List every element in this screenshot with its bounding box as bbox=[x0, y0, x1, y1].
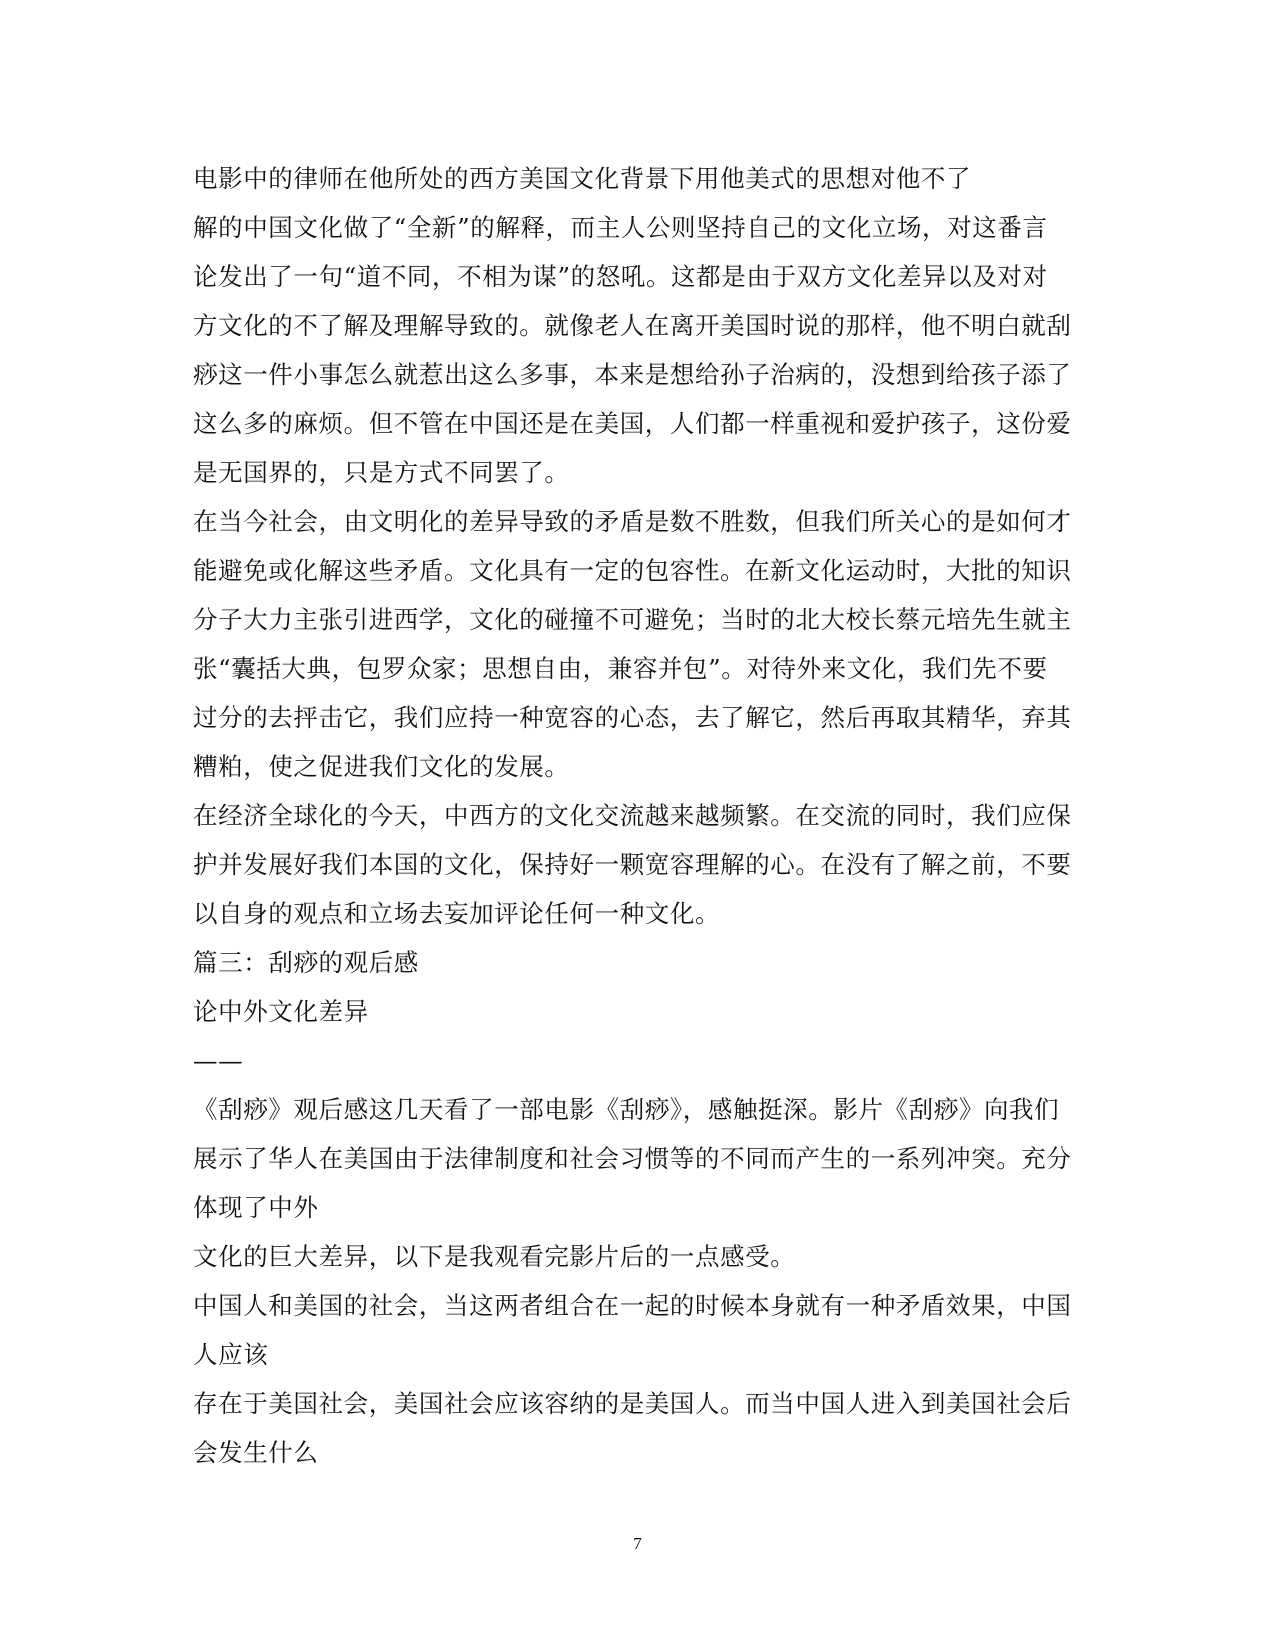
text-line: 中国人和美国的社会，当这两者组合在一起的时候本身就有一种矛盾效果，中国 bbox=[193, 1291, 1072, 1320]
text-line: 张“囊括大典，包罗众家；思想自由，兼容并包”。对待外来文化，我们先不要 bbox=[193, 654, 1048, 683]
text-line: 糟粕，使之促进我们文化的发展。 bbox=[193, 752, 570, 781]
text-line: 分子大力主张引进西学，文化的碰撞不可避免；当时的北大校长蔡元培先生就主 bbox=[193, 605, 1072, 634]
text-line: 论发出了一句“道不同，不相为谋”的怒吼。这都是由于双方文化差异以及对对 bbox=[193, 262, 1048, 291]
text-line: 电影中的律师在他所处的西方美国文化背景下用他美式的思想对他不了 bbox=[193, 164, 972, 193]
text-line: 以自身的观点和立场去妄加评论任何一种文化。 bbox=[193, 899, 721, 928]
text-line: 人应该 bbox=[193, 1340, 269, 1369]
text-line: 体现了中外 bbox=[193, 1193, 319, 1222]
text-line: 过分的去抨击它，我们应持一种宽容的心态，去了解它，然后再取其精华，弃其 bbox=[193, 703, 1072, 732]
text-line: 方文化的不了解及理解导致的。就像老人在离开美国时说的那样，他不明白就刮 bbox=[193, 311, 1072, 340]
text-line: 文化的巨大差异，以下是我观看完影片后的一点感受。 bbox=[193, 1242, 796, 1271]
text-line: 这么多的麻烦。但不管在中国还是在美国，人们都一样重视和爱护孩子，这份爱 bbox=[193, 409, 1072, 438]
text-line: 痧这一件小事怎么就惹出这么多事，本来是想给孙子治病的，没想到给孩子添了 bbox=[193, 360, 1072, 389]
text-line: 能避免或化解这些矛盾。文化具有一定的包容性。在新文化运动时，大批的知识 bbox=[193, 556, 1072, 585]
text-line: 会发生什么 bbox=[193, 1438, 319, 1467]
section-heading: 篇三：刮痧的观后感 bbox=[193, 948, 419, 977]
page-number: 7 bbox=[633, 1534, 642, 1553]
text-line: 解的中国文化做了“全新”的解释，而主人公则坚持自己的文化立场，对这番言 bbox=[193, 213, 1048, 242]
dash-separator: —— bbox=[193, 1046, 244, 1075]
document-body bbox=[193, 154, 1083, 1477]
text-line: 在经济全球化的今天，中西方的文化交流越来越频繁。在交流的同时，我们应保 bbox=[193, 801, 1072, 830]
text-line: 存在于美国社会，美国社会应该容纳的是美国人。而当中国人进入到美国社会后 bbox=[193, 1389, 1072, 1418]
text-line: 是无国界的，只是方式不同罢了。 bbox=[193, 458, 570, 487]
section-subtitle: 论中外文化差异 bbox=[193, 997, 369, 1026]
text-line: 展示了华人在美国由于法律制度和社会习惯等的不同而产生的一系列冲突。充分 bbox=[193, 1144, 1072, 1173]
text-line: 在当今社会，由文明化的差异导致的矛盾是数不胜数，但我们所关心的是如何才 bbox=[193, 507, 1072, 536]
text-line: 护并发展好我们本国的文化，保持好一颗宽容理解的心。在没有了解之前，不要 bbox=[193, 850, 1072, 879]
text-line: 《刮痧》观后感这几天看了一部电影《刮痧》，感触挺深。影片《刮痧》向我们 bbox=[193, 1095, 1060, 1124]
